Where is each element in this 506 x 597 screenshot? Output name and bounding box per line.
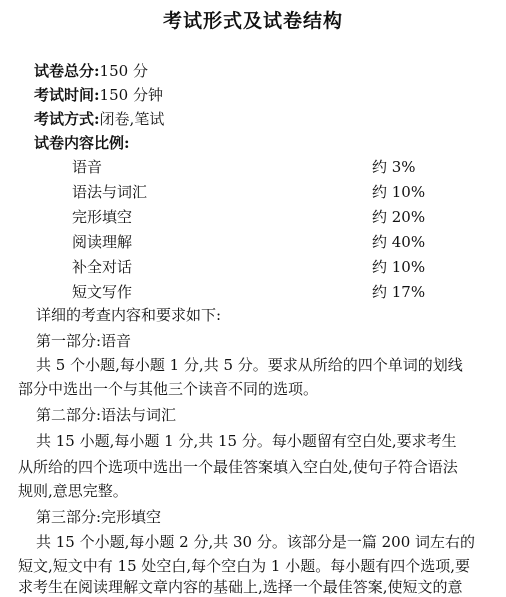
part-2-paragraph-line: 规则,意思完整。 <box>18 482 128 500</box>
content-ratio-line <box>34 132 130 153</box>
content-ratio-label: 试卷内容比例: <box>34 134 130 152</box>
part-3-paragraph-line: 共 15 个小题,每小题 2 分,共 30 分。该部分是一篇 200 词左右的 <box>36 533 476 551</box>
part-1-paragraph-line: 共 5 个小题,每小题 1 分,共 5 分。要求从所给的四个单词的划线 <box>36 356 463 374</box>
proportion-category: 短文写作 <box>72 283 133 301</box>
part-2-paragraph-line: 从所给的四个选项中选出一个最佳答案填入空白处,使句子符合语法 <box>18 458 458 476</box>
total-score-label: 试卷总分: <box>34 62 100 80</box>
part-2-paragraph-line: 共 15 小题,每小题 1 分,共 15 分。每小题留有空白处,要求考生 <box>36 432 457 450</box>
total-score-line <box>34 60 148 81</box>
exam-mode-line <box>34 108 164 129</box>
proportion-value: 约 17% <box>372 283 426 301</box>
exam-mode-label: 考试方式: <box>34 110 100 128</box>
proportion-category: 完形填空 <box>72 208 133 226</box>
page-title: 考试形式及试卷结构 <box>162 10 343 32</box>
proportion-category: 语法与词汇 <box>72 183 148 201</box>
part-3-paragraph-line: 求考生在阅读理解文章内容的基础上,选择一个最佳答案,使短文的意 <box>18 578 463 596</box>
part-1-paragraph-line: 部分中选出一个与其他三个读音不同的选项。 <box>18 380 319 398</box>
proportion-value: 约 20% <box>372 208 426 226</box>
proportion-value: 约 40% <box>372 233 426 251</box>
part-3-paragraph-line: 短文,短文中有 15 处空白,每个空白为 1 小题。每小题有四个选项,要 <box>18 557 471 575</box>
total-score-value: 150 分 <box>99 62 148 80</box>
proportion-value: 约 3% <box>372 158 416 176</box>
part-3-heading: 第三部分:完形填空 <box>36 508 162 526</box>
proportion-category: 语音 <box>72 158 103 176</box>
part-2-heading: 第二部分:语法与词汇 <box>36 406 177 424</box>
proportion-value: 约 10% <box>372 183 426 201</box>
exam-mode-value: 闭卷,笔试 <box>99 110 165 128</box>
exam-time-line <box>34 84 163 105</box>
intro-text: 详细的考查内容和要求如下: <box>36 306 222 324</box>
proportion-value: 约 10% <box>372 258 426 276</box>
proportion-category: 阅读理解 <box>72 233 133 251</box>
proportion-category: 补全对话 <box>72 258 133 276</box>
exam-time-value: 150 分钟 <box>99 86 163 104</box>
part-1-heading: 第一部分:语音 <box>36 332 132 350</box>
exam-time-label: 考试时间: <box>34 86 100 104</box>
